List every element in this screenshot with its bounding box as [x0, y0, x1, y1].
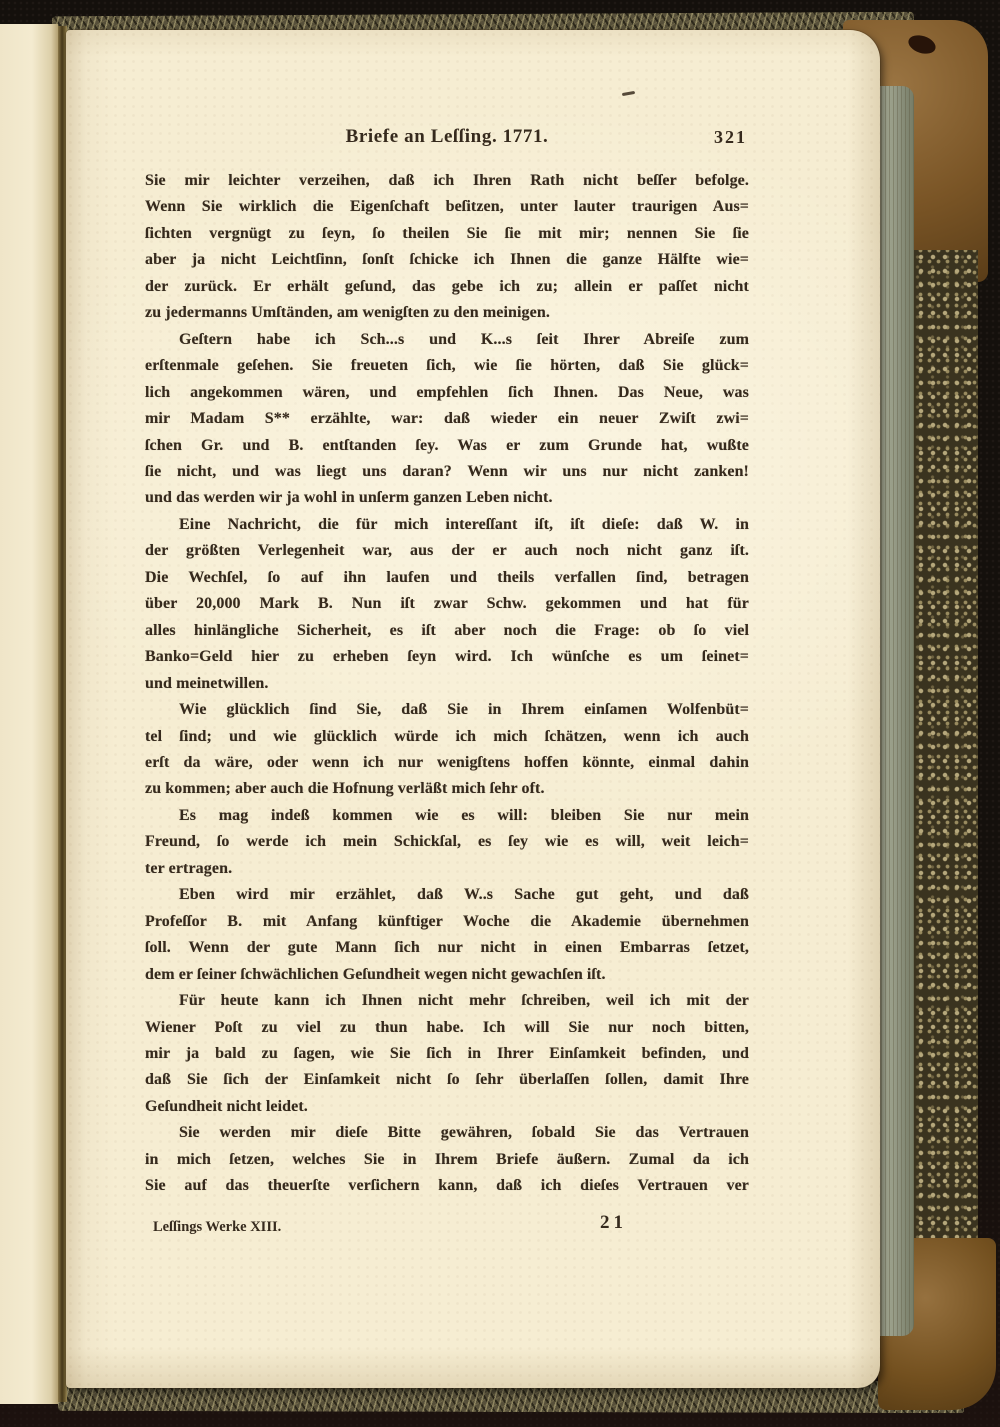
running-header [145, 126, 749, 152]
body-line: zu jedermanns Umſtänden, am wenigſten zu den meinigen. [145, 304, 550, 322]
page-footer [145, 1212, 749, 1246]
body-line: der größten Verlegenheit war, aus der er auch noch nicht ganz iſt. [145, 542, 749, 560]
body-line: Sie mir leichter verzeihen, daß ich Ihren Rath nicht beſſer befolge. [145, 172, 749, 189]
body-line: Banko=Geld hier zu erheben ſeyn wird. Ich wünſche es um ſeinet= [145, 648, 749, 666]
body-line: dem er ſeiner ſchwächlichen Geſundheit wegen nicht gewachſen iſt. [145, 965, 606, 983]
body-line: und das werden wir ja wohl in unſerm ganzen Leben nicht. [145, 489, 553, 507]
body-line: Wenn Sie wirklich die Eigenſchaft beſitzen, unter lauter traurigen Aus= [145, 198, 749, 216]
facing-page-sliver [0, 24, 58, 1404]
marbled-cover-right [903, 250, 978, 1260]
ink-speck [622, 91, 635, 96]
body-line: Die Wechſel, ſo auf ihn laufen und theils verfallen ſind, betragen [145, 568, 749, 586]
body-line: Wie glücklich ſind Sie, daß Sie in Ihrem einſamen Wolfenbüt= [179, 701, 749, 719]
body-line: und meinetwillen. [145, 674, 269, 692]
body-line: ter ertragen. [145, 859, 233, 877]
body-paragraph [145, 1120, 749, 1199]
body-line: über 20,000 Mark B. Nun iſt zwar Schw. gekommen und hat für [145, 595, 749, 613]
body-line: lich angekommen wären, und empfehlen ſich Ihnen. Das Neue, was [145, 383, 749, 401]
body-line: Es mag indeß kommen wie es will: bleiben Sie nur mein [179, 806, 749, 824]
body-line: Sie auf das theuerſte verſichern kann, daß ich dieſes Vertrauen ver [145, 1177, 749, 1195]
body-paragraph [145, 512, 749, 697]
body-line: Eine Nachricht, die für mich intereſſant iſt, iſt dieſe: daß W. in [179, 515, 749, 533]
body-line: ſie nicht, und was liegt uns daran? Wenn wir uns nur nicht zanken! [145, 462, 749, 480]
body-paragraph [145, 327, 749, 512]
footer-sheet-number: 21 [600, 1212, 627, 1233]
body-line: Profeſſor B. mit Anfang künftiger Woche die Akademie übernehmen [145, 912, 749, 930]
body-line: erſt da wäre, oder wenn ich nur wenigſtens hoffen könnte, einmal dahin [145, 753, 749, 771]
body-paragraph [145, 168, 749, 327]
body-line: zu kommen; aber auch die Hofnung verläßt mich ſehr oft. [145, 780, 545, 798]
body-line: Eben wird mir erzählet, daß W..s Sache gut geht, und daß [179, 886, 749, 904]
body-line: Geſtern habe ich Sch...s und K...s ſeit Ihrer Abreiſe zum [179, 330, 749, 348]
body-line: Wiener Poſt zu viel zu thun habe. Ich will Sie nur noch bitten, [145, 1018, 749, 1036]
body-line: daß Sie ſich der Einſamkeit nicht ſo ſehr überlaſſen ſollen, damit Ihre [145, 1071, 749, 1089]
body-paragraph [145, 803, 749, 882]
footer-signature: Leſſings Werke XIII. [153, 1219, 282, 1235]
body-paragraph [145, 882, 749, 988]
body-line: Für heute kann ich Ihnen nicht mehr ſchreiben, weil ich mit der [179, 992, 749, 1010]
header-title: Briefe an Leſſing. 1771. [345, 126, 549, 147]
body-line: Sie werden mir dieſe Bitte gewähren, ſobald Sie das Vertrauen [179, 1124, 749, 1142]
body-line: ſichten vergnügt zu ſeyn, ſo theilen Sie ſie mit mir; nennen Sie ſie [145, 224, 749, 242]
body-line: tel ſind; und wie glücklich würde ich mich ſchätzen, wenn ich auch [145, 727, 749, 745]
text-block [145, 168, 749, 1200]
body-line: mir ja bald zu ſagen, wie Sie ſich in Ihrer Einſamkeit befinden, und [145, 1044, 749, 1062]
body-line: ſoll. Wenn der gute Mann ſich nur nicht in einen Embarras ſetzet, [145, 939, 749, 957]
body-line: ſchen Gr. und B. entſtanden ſey. Was er zum Grunde hat, wußte [145, 436, 749, 454]
body-line: Freund, ſo werde ich mein Schickſal, es ſey wie es will, weit leich= [145, 833, 749, 851]
body-paragraph [145, 988, 749, 1120]
body-line: der zurück. Er erhält geſund, das gebe ich zu; allein er paſſet nicht [145, 277, 749, 295]
body-line: aber ja nicht Leichtſinn, ſonſt ſchicke ich Ihnen die ganze Hälfte wie= [145, 251, 749, 269]
header-page-number: 321 [714, 127, 747, 147]
main-page [66, 30, 880, 1388]
body-line: alles hinlängliche Sicherheit, es iſt aber noch die Frage: ob ſo viel [145, 621, 749, 639]
body-paragraph [145, 697, 749, 803]
body-line: in mich ſetzen, welches Sie in Ihrem Briefe äußern. Zumal da ich [145, 1150, 749, 1168]
body-line: erſtenmale geſehen. Sie freueten ſich, wie ſie hörten, daß Sie glück= [145, 357, 749, 375]
body-line: Geſundheit nicht leidet. [145, 1097, 308, 1115]
body-line: mir Madam S** erzählte, war: daß wieder ein neuer Zwiſt zwi= [145, 410, 749, 428]
